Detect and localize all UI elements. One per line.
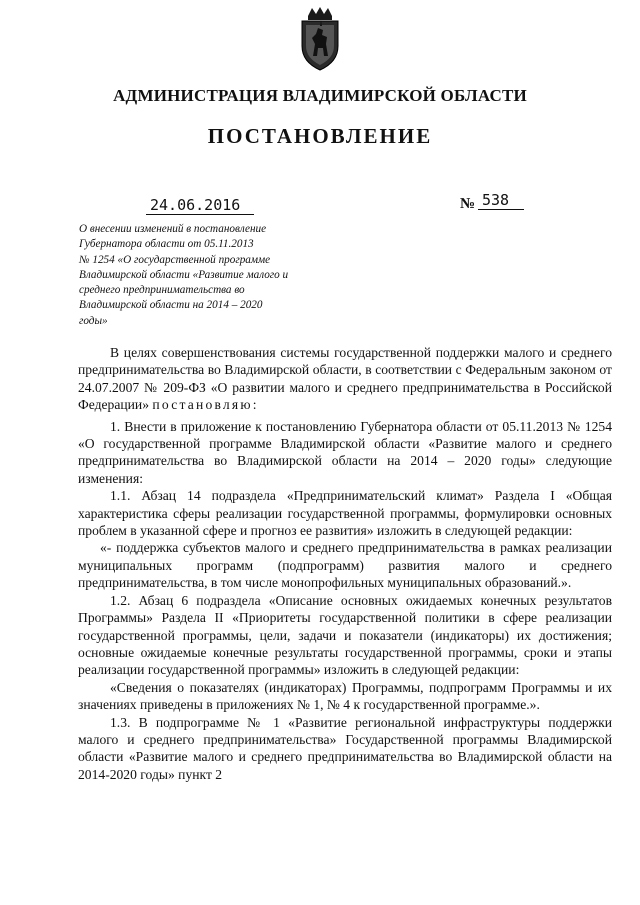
subject-line: О внесении изменений в постановление <box>79 223 267 235</box>
document-body <box>78 344 612 783</box>
paragraph-1-2: 1.2. Абзац 6 подраздела «Описание основных ожидаемых конечных результатов Программы» Раздела II «Приоритеты государственной политики в сфере реализации государственной программы, цели, задачи и показатели (индикаторы) их достижения; основные ожидаемые конечные результаты государственной программы, сроки и этапы реализации государственной программы» изложить в следующей редакции: <box>78 592 612 678</box>
number-underline <box>478 209 524 210</box>
document-type-title: ПОСТАНОВЛЕНИЕ <box>207 124 433 148</box>
number-sign: № <box>460 196 476 212</box>
paragraph-1: 1. Внести в приложение к постановлению Губернатора области от 05.11.2013 № 1254 «О государственной программе Владимирской области «Развитие малого и среднего предпринимательства во Владимирской области на 2014 – 2020 годы» следующие изменения: <box>78 418 612 486</box>
paragraph-1-1-quote: «- поддержка субъектов малого и среднего предпринимательства в рамках реализации муниципальных программ (подпрограмм) развития малого и среднего предпринимательства, в том числе монопрофильных муниципальных образований.». <box>78 540 612 591</box>
paragraph-1-3: 1.3. В подпрограмме № 1 «Развитие региональной инфраструктуры поддержки малого и среднего предпринимательства» Государственной программы Владимирской области «Развитие малого и среднего предпринимательства во Владимирской области на 2014-2020 годы» пункт 2 <box>78 714 612 782</box>
resolution-word: постановляю: <box>152 397 259 413</box>
paragraph-1-2-quote: «Сведения о показателях (индикаторах) Программы, подпрограмм Программы и их значениях приведены в приложениях № 1, № 4 к государственной программе.». <box>78 679 612 713</box>
subject-line: среднего предпринимательства во <box>79 284 245 297</box>
paragraph-1-1: 1.1. Абзац 14 подраздела «Предпринимательский климат» Раздела I «Общая характеристика сферы реализации государственной программы, формулировки основных проблем в указанной сфере и прогноз ее развития» изложить в следующей редакции: <box>78 488 612 539</box>
coat-of-arms-icon <box>298 6 342 72</box>
subject-line: Губернатора области от 05.11.2013 <box>79 238 254 251</box>
document-subject <box>79 222 333 329</box>
subject-line: Владимирской области на 2014 – 2020 <box>79 299 263 312</box>
subject-line: годы» <box>79 314 108 327</box>
date-underline <box>146 214 254 215</box>
document-number: 538 <box>482 191 510 209</box>
preamble-paragraph <box>78 344 612 414</box>
preamble-text: В целях совершенствования системы государственной поддержки малого и среднего предпринимательства во Владимирской области, в соответствии с Федеральным законом от 24.07.2007 № 209-ФЗ «О развитии малого и среднего предпринимательства в Российской Федерации» <box>78 345 612 413</box>
subject-line: № 1254 «О государственной программе <box>79 253 271 266</box>
document-date: 24.06.2016 <box>150 196 241 214</box>
subject-line: Владимирской области «Развитие малого и <box>79 268 289 281</box>
organization-title: АДМИНИСТРАЦИЯ ВЛАДИМИРСКОЙ ОБЛАСТИ <box>113 86 527 105</box>
